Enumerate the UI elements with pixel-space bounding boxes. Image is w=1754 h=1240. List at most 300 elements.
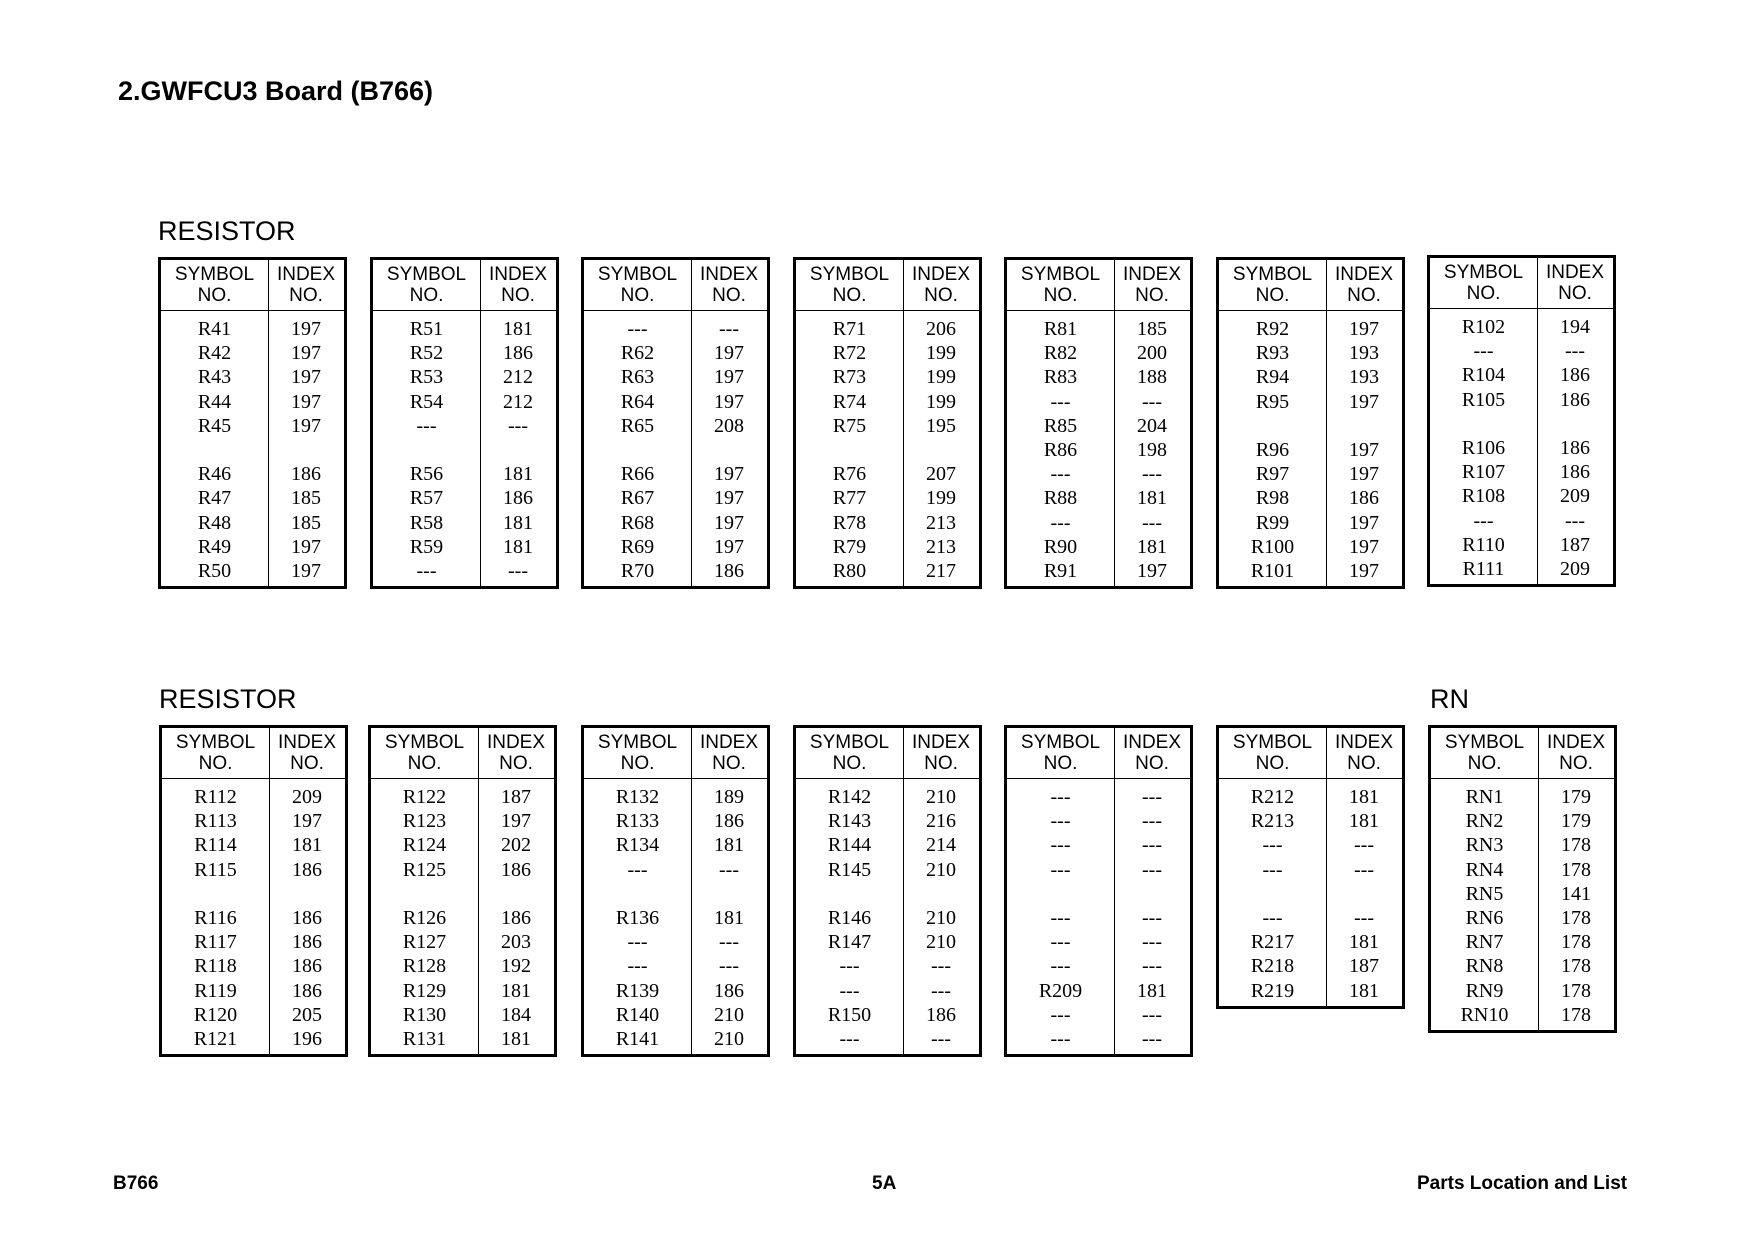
index-cell: [478, 882, 554, 906]
index-cell: 186: [503, 342, 533, 365]
table-row: [161, 559, 344, 583]
index-cell: 185: [291, 511, 321, 534]
table-body: [796, 779, 979, 1054]
header-label: SYMBOL: [174, 264, 255, 285]
column-divider: [691, 260, 692, 586]
symbol-cell: [1219, 414, 1326, 438]
index-cell: 186: [292, 979, 322, 1002]
parts-table: [370, 257, 559, 589]
index-cell: ---: [719, 931, 739, 954]
symbol-cell: R146: [827, 906, 872, 929]
symbol-cell: ---: [1473, 340, 1494, 363]
table-row: [1007, 317, 1190, 341]
table-row: [1007, 390, 1190, 414]
table-row: [161, 365, 344, 389]
symbol-cell: R79: [832, 535, 867, 558]
symbol-no-header: [1007, 728, 1114, 778]
index-cell: 209: [292, 786, 322, 808]
index-cell: 209: [1560, 485, 1590, 508]
table-row: [162, 930, 345, 954]
table-row: [373, 486, 556, 510]
table-row: [1007, 930, 1190, 954]
table-row: [796, 930, 979, 954]
section-label-resistor-1: RESISTOR: [158, 216, 296, 246]
header-label: SYMBOL: [809, 264, 890, 285]
table-row: [1431, 979, 1614, 1003]
table-row: [796, 559, 979, 583]
index-no-header: [1326, 260, 1402, 310]
symbol-cell: [796, 882, 903, 906]
index-cell: ---: [719, 955, 739, 978]
table-row: [162, 1027, 345, 1051]
symbol-cell: R116: [194, 906, 237, 929]
column-divider: [1537, 258, 1538, 584]
index-cell: 186: [1560, 364, 1590, 387]
table-row: [1007, 858, 1190, 882]
table-row: [1430, 557, 1613, 581]
table-row: [371, 809, 554, 833]
symbol-cell: [1219, 882, 1326, 906]
header-label: NO.: [198, 753, 233, 774]
table-row: [1219, 535, 1402, 559]
header-label: SYMBOL: [1232, 264, 1313, 285]
table-row: [796, 858, 979, 882]
symbol-cell: ---: [1050, 906, 1071, 929]
symbol-cell: [796, 438, 903, 462]
symbol-cell: ---: [1262, 858, 1283, 881]
column-divider: [691, 728, 692, 1054]
symbol-no-header: [371, 728, 478, 778]
symbol-cell: R43: [197, 366, 232, 389]
index-cell: 197: [714, 535, 744, 558]
table-row: [373, 462, 556, 486]
index-cell: 197: [1349, 511, 1379, 534]
table-row: [796, 511, 979, 535]
symbol-cell: R212: [1250, 786, 1295, 808]
table-row: [162, 1003, 345, 1027]
index-cell: ---: [719, 318, 739, 340]
table-body: [1219, 311, 1402, 586]
table-body: [162, 779, 345, 1054]
symbol-cell: RN5: [1465, 882, 1504, 905]
symbol-cell: ---: [1050, 1027, 1071, 1050]
symbol-cell: R128: [402, 955, 447, 978]
symbol-cell: R78: [832, 511, 867, 534]
symbol-cell: R106: [1461, 436, 1506, 459]
symbol-cell: R90: [1043, 535, 1078, 558]
symbol-cell: R69: [620, 535, 655, 558]
table-body: [371, 779, 554, 1054]
index-cell: 178: [1561, 858, 1591, 881]
table-row: [1007, 809, 1190, 833]
index-cell: 186: [501, 858, 531, 881]
symbol-cell: R82: [1043, 342, 1078, 365]
parts-table: [159, 725, 348, 1057]
table-row: [1431, 833, 1614, 857]
index-cell: [903, 882, 979, 906]
index-cell: 181: [1349, 931, 1379, 954]
header-label: NO.: [832, 285, 867, 306]
symbol-cell: ---: [1050, 463, 1071, 486]
column-divider: [268, 260, 269, 586]
header-label: INDEX: [911, 264, 971, 285]
table-body: [1219, 779, 1402, 1006]
index-cell: 186: [1560, 436, 1590, 459]
index-cell: 210: [714, 1003, 744, 1026]
symbol-cell: R53: [409, 366, 444, 389]
table-row: [796, 882, 979, 906]
index-cell: 197: [714, 342, 744, 365]
index-no-header: [691, 728, 767, 778]
symbol-no-header: [584, 728, 691, 778]
symbol-cell: R110: [1462, 533, 1505, 556]
table-header: [584, 260, 767, 311]
symbol-cell: R120: [193, 1003, 238, 1026]
column-divider: [1326, 260, 1327, 586]
table-row: [1219, 858, 1402, 882]
table-row: [584, 341, 767, 365]
index-cell: 186: [292, 931, 322, 954]
table-row: [161, 414, 344, 438]
symbol-cell: R101: [1250, 559, 1295, 582]
index-no-header: [1114, 260, 1190, 310]
table-row: [1430, 484, 1613, 508]
symbol-cell: RN4: [1465, 858, 1504, 881]
symbol-cell: RN6: [1465, 906, 1504, 929]
symbol-cell: R58: [409, 511, 444, 534]
index-cell: 196: [292, 1027, 322, 1050]
index-cell: [480, 438, 556, 462]
symbol-cell: R127: [402, 931, 447, 954]
index-cell: 186: [1560, 461, 1590, 484]
index-cell: ---: [1142, 955, 1162, 978]
symbol-cell: R100: [1250, 535, 1295, 558]
index-cell: 193: [1349, 342, 1379, 365]
table-row: [162, 785, 345, 809]
column-divider: [1114, 260, 1115, 586]
header-label: NO.: [1135, 285, 1169, 306]
table-row: [584, 954, 767, 978]
index-cell: 197: [714, 487, 744, 510]
symbol-cell: ---: [627, 931, 648, 954]
symbol-cell: [1007, 882, 1114, 906]
symbol-cell: R126: [402, 906, 447, 929]
symbol-cell: R95: [1255, 390, 1290, 413]
index-cell: 184: [501, 1003, 531, 1026]
symbol-cell: R150: [827, 1003, 872, 1026]
index-cell: 186: [503, 487, 533, 510]
index-cell: 197: [1349, 535, 1379, 558]
index-cell: [269, 882, 345, 906]
table-header: [1430, 258, 1613, 309]
table-row: [1007, 486, 1190, 510]
table-row: [584, 833, 767, 857]
table-row: [1430, 363, 1613, 387]
header-label: NO.: [1559, 753, 1593, 774]
symbol-cell: R97: [1255, 463, 1290, 486]
symbol-cell: [584, 438, 691, 462]
symbol-cell: RN3: [1465, 834, 1504, 857]
index-cell: 181: [292, 834, 322, 857]
symbol-cell: R49: [197, 535, 232, 558]
index-cell: 186: [1560, 388, 1590, 411]
table-row: [1219, 882, 1402, 906]
table-row: [796, 906, 979, 930]
table-row: [161, 317, 344, 341]
table-row: [162, 858, 345, 882]
index-cell: 203: [501, 931, 531, 954]
symbol-cell: R57: [409, 487, 444, 510]
symbol-cell: R102: [1461, 316, 1506, 338]
symbol-cell: R144: [827, 834, 872, 857]
index-cell: ---: [1354, 858, 1374, 881]
table-row: [1430, 339, 1613, 363]
symbol-cell: R123: [402, 810, 447, 833]
index-cell: 178: [1561, 1003, 1591, 1026]
symbol-cell: [371, 882, 478, 906]
symbol-cell: R44: [197, 390, 232, 413]
symbol-cell: [162, 882, 269, 906]
table-row: [1431, 882, 1614, 906]
index-cell: [691, 882, 767, 906]
symbol-cell: ---: [1050, 511, 1071, 534]
symbol-cell: R218: [1250, 955, 1295, 978]
symbol-cell: ---: [1050, 834, 1071, 857]
table-row: [1219, 930, 1402, 954]
index-cell: 199: [926, 487, 956, 510]
header-label: NO.: [289, 285, 323, 306]
header-label: INDEX: [911, 732, 971, 753]
index-cell: 181: [1349, 786, 1379, 808]
column-divider: [269, 728, 270, 1054]
table-row: [371, 882, 554, 906]
column-divider: [1114, 728, 1115, 1054]
symbol-cell: [373, 438, 480, 462]
table-row: [1007, 438, 1190, 462]
symbol-cell: R115: [194, 858, 237, 881]
index-cell: 178: [1561, 834, 1591, 857]
table-row: [796, 365, 979, 389]
symbol-cell: R51: [409, 318, 444, 340]
table-body: [796, 311, 979, 586]
index-cell: ---: [1565, 509, 1585, 532]
table-row: [1007, 1003, 1190, 1027]
table-row: [796, 1027, 979, 1051]
index-cell: 205: [292, 1003, 322, 1026]
index-cell: ---: [1354, 906, 1374, 929]
parts-table: [1004, 725, 1193, 1057]
table-header: [1219, 260, 1402, 311]
symbol-cell: RN10: [1460, 1003, 1509, 1026]
parts-table: [1004, 257, 1193, 589]
symbol-cell: R91: [1043, 559, 1078, 582]
symbol-cell: R107: [1461, 461, 1506, 484]
index-cell: 181: [503, 511, 533, 534]
index-cell: 197: [714, 511, 744, 534]
table-row: [796, 438, 979, 462]
index-cell: 179: [1561, 810, 1591, 833]
header-label: SYMBOL: [175, 732, 256, 753]
symbol-cell: RN9: [1465, 979, 1504, 1002]
symbol-cell: ---: [627, 955, 648, 978]
table-row: [584, 462, 767, 486]
table-row: [584, 535, 767, 559]
index-cell: ---: [1565, 340, 1585, 363]
symbol-cell: R213: [1250, 810, 1295, 833]
parts-table: [793, 257, 982, 589]
index-cell: ---: [1142, 390, 1162, 413]
index-cell: 210: [926, 786, 956, 808]
symbol-cell: R75: [832, 414, 867, 437]
table-row: [1007, 785, 1190, 809]
symbol-cell: R45: [197, 414, 232, 437]
table-row: [373, 535, 556, 559]
table-row: [1007, 559, 1190, 583]
table-header: [584, 728, 767, 779]
index-cell: ---: [1142, 1003, 1162, 1026]
header-label: SYMBOL: [384, 732, 465, 753]
table-body: [161, 311, 344, 586]
index-cell: [691, 438, 767, 462]
symbol-cell: [584, 882, 691, 906]
index-cell: 181: [501, 979, 531, 1002]
index-cell: 217: [926, 559, 956, 582]
header-label: INDEX: [699, 732, 759, 753]
symbol-cell: R113: [194, 810, 237, 833]
index-cell: 186: [292, 858, 322, 881]
section-label-resistor-2: RESISTOR: [159, 684, 297, 714]
symbol-cell: R99: [1255, 511, 1290, 534]
index-cell: 178: [1561, 979, 1591, 1002]
parts-table: [581, 257, 770, 589]
header-label: SYMBOL: [1020, 264, 1101, 285]
table-row: [161, 535, 344, 559]
parts-table: [793, 725, 982, 1057]
table-row: [1219, 414, 1402, 438]
symbol-cell: R50: [197, 559, 232, 582]
index-cell: 186: [714, 979, 744, 1002]
index-cell: 181: [503, 535, 533, 558]
index-cell: ---: [1142, 906, 1162, 929]
symbol-cell: R130: [402, 1003, 447, 1026]
index-no-header: [480, 260, 556, 310]
table-row: [584, 979, 767, 1003]
index-cell: 197: [292, 810, 322, 833]
table-row: [371, 1003, 554, 1027]
header-label: NO.: [1347, 285, 1381, 306]
table-row: [584, 809, 767, 833]
page-title: 2.GWFCU3 Board (B766): [118, 76, 434, 106]
index-cell: 204: [1137, 414, 1167, 437]
header-label: NO.: [620, 285, 655, 306]
index-cell: ---: [1142, 1027, 1162, 1050]
header-label: NO.: [501, 285, 535, 306]
table-row: [796, 390, 979, 414]
header-label: NO.: [924, 753, 958, 774]
symbol-cell: R132: [615, 786, 660, 808]
index-cell: 186: [714, 559, 744, 582]
index-cell: ---: [508, 559, 528, 582]
table-row: [373, 438, 556, 462]
symbol-cell: R65: [620, 414, 655, 437]
index-cell: ---: [1142, 858, 1162, 881]
index-no-header: [903, 728, 979, 778]
table-row: [796, 785, 979, 809]
section-label-rn: RN: [1430, 684, 1469, 714]
index-cell: 185: [291, 487, 321, 510]
index-cell: 189: [714, 786, 744, 808]
index-no-header: [269, 728, 345, 778]
table-row: [1007, 906, 1190, 930]
table-row: [1431, 785, 1614, 809]
table-row: [1430, 509, 1613, 533]
table-row: [584, 930, 767, 954]
table-row: [1007, 511, 1190, 535]
parts-table: [1216, 257, 1405, 589]
index-cell: 199: [926, 366, 956, 389]
table-row: [796, 341, 979, 365]
index-cell: 186: [292, 955, 322, 978]
header-label: SYMBOL: [1444, 732, 1525, 753]
index-cell: 178: [1561, 955, 1591, 978]
header-label: SYMBOL: [1020, 732, 1101, 753]
table-header: [1219, 728, 1402, 779]
index-cell: 187: [1349, 955, 1379, 978]
table-row: [1007, 365, 1190, 389]
index-cell: 199: [926, 390, 956, 413]
table-row: [1219, 785, 1402, 809]
table-body: [584, 311, 767, 586]
index-cell: ---: [1142, 511, 1162, 534]
table-row: [373, 559, 556, 583]
table-row: [1430, 388, 1613, 412]
symbol-no-header: [1431, 728, 1538, 778]
index-cell: 197: [291, 318, 321, 340]
table-row: [1219, 462, 1402, 486]
table-row: [162, 979, 345, 1003]
table-header: [1007, 728, 1190, 779]
table-row: [373, 414, 556, 438]
table-row: [584, 559, 767, 583]
footer-left: B766: [113, 1173, 159, 1194]
table-row: [584, 511, 767, 535]
footer-right: Parts Location and List: [1417, 1173, 1628, 1194]
table-row: [161, 511, 344, 535]
index-cell: [268, 438, 344, 462]
index-cell: 197: [1349, 463, 1379, 486]
index-no-header: [691, 260, 767, 310]
index-no-header: [1538, 728, 1614, 778]
symbol-cell: R66: [620, 463, 655, 486]
index-cell: 197: [714, 390, 744, 413]
table-row: [796, 486, 979, 510]
index-cell: 198: [1137, 438, 1167, 461]
symbol-cell: RN8: [1465, 955, 1504, 978]
table-body: [1431, 779, 1614, 1030]
index-cell: 197: [291, 414, 321, 437]
table-row: [161, 438, 344, 462]
symbol-cell: R83: [1043, 366, 1078, 389]
table-row: [1007, 535, 1190, 559]
table-row: [1431, 809, 1614, 833]
index-cell: 181: [501, 1027, 531, 1050]
symbol-no-header: [162, 728, 269, 778]
symbol-cell: ---: [839, 979, 860, 1002]
symbol-cell: ---: [416, 559, 437, 582]
table-body: [1430, 309, 1613, 584]
parts-table: [1428, 725, 1617, 1033]
index-cell: 179: [1561, 786, 1591, 808]
